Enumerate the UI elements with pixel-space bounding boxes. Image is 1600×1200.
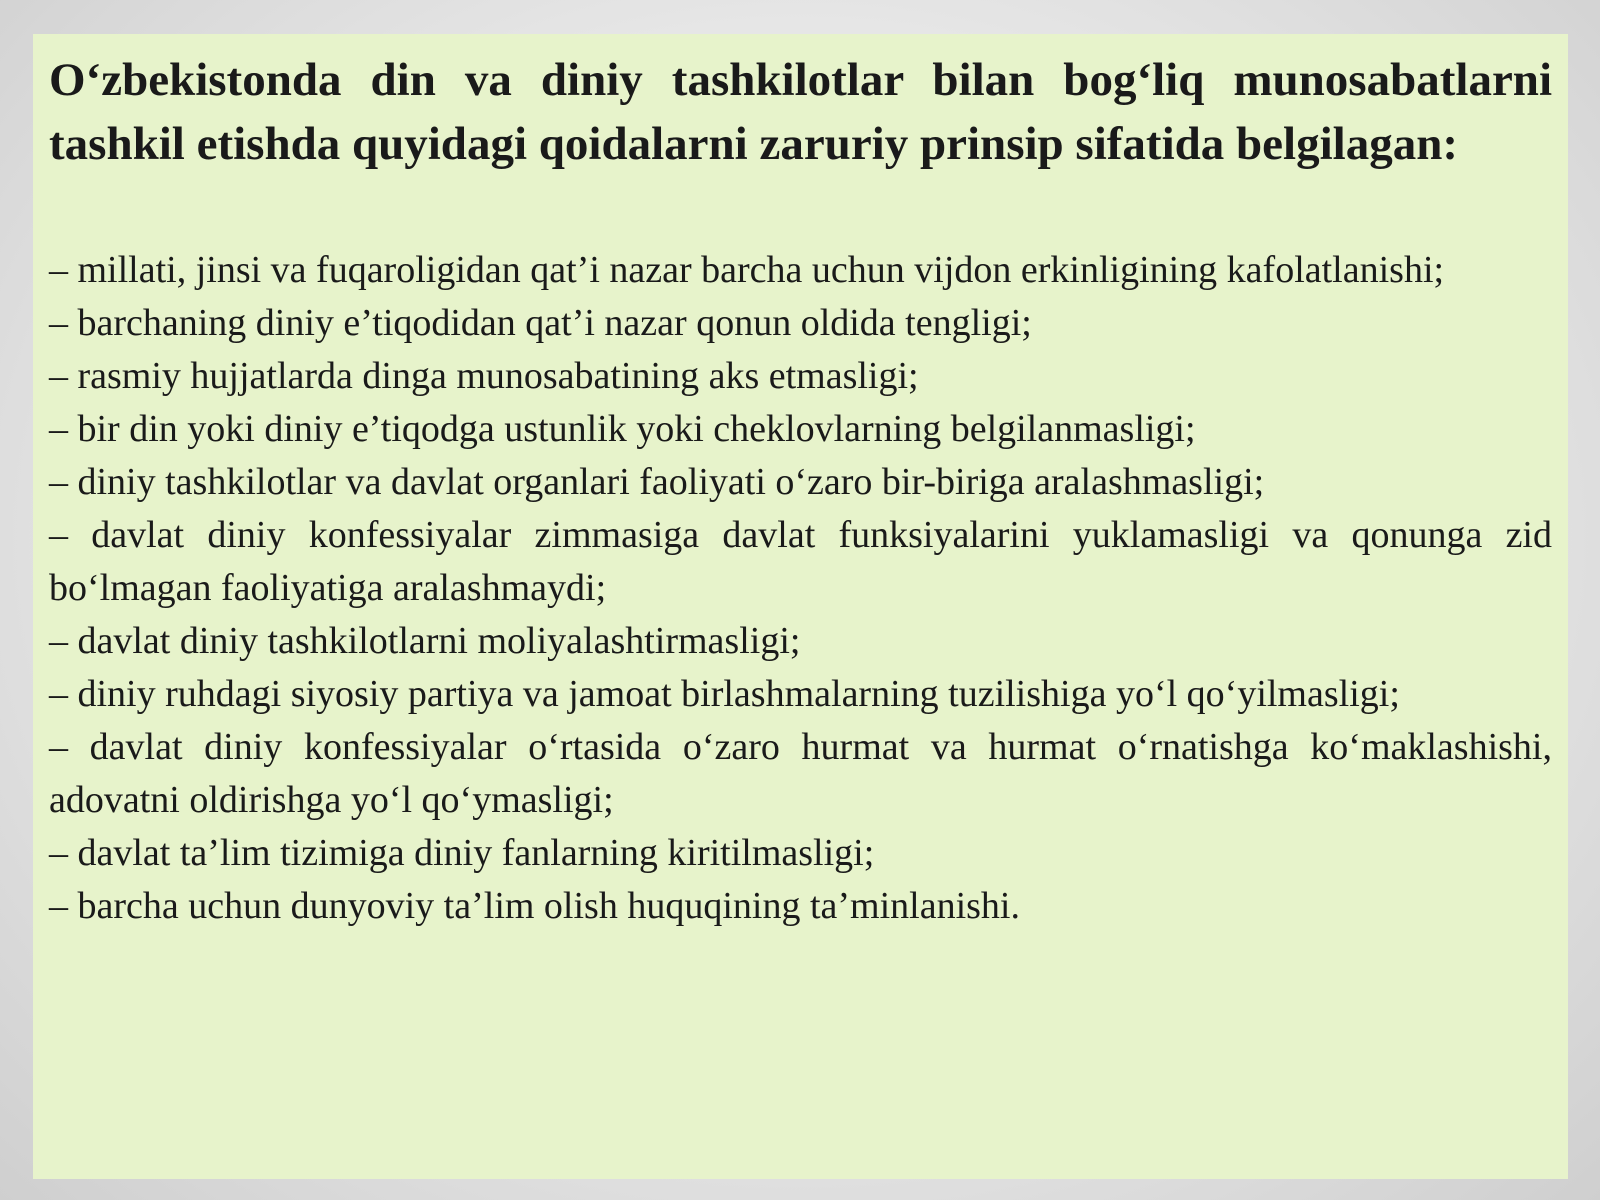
list-item: – diniy tashkilotlar va davlat organlari faoliyati o‘zaro bir-biriga aralashmasligi; [49, 461, 1265, 503]
list-item: – millati, jinsi va fuqaroligidan qat’i nazar barcha uchun vijdon erkinligining kafolatlanishi; [49, 249, 1445, 291]
list-item: – diniy ruhdagi siyosiy partiya va jamoat birlashmalarning tuzilishiga yo‘l qo‘yilmasligi; [49, 673, 1400, 715]
list-item: – rasmiy hujjatlarda dinga munosabatining aks etmasligi; [49, 355, 919, 397]
list-item: – davlat diniy tashkilotlarni moliyalashtirmasligi; [49, 620, 801, 662]
list-item: – bir din yoki diniy e’tiqodga ustunlik yoki cheklovlarning belgilanmasligi; [49, 408, 1196, 450]
list-item: – davlat ta’lim tizimiga diniy fanlarning kiritilmasligi; [49, 832, 875, 874]
principles-list [49, 244, 1552, 933]
list-item: – barchaning diniy e’tiqodidan qat’i nazar qonun oldida tengligi; [49, 302, 1032, 344]
slide-content-panel [33, 34, 1568, 1179]
slide-heading: O‘zbekistonda din va diniy tashkilotlar bilan bog‘liq munosabatlarni tashkil etishda quyidagi qoidalarni zaruriy prinsip sifatida belgilagan: [49, 54, 1552, 170]
list-item: – davlat diniy konfessiyalar zimmasiga davlat funksiyalarini yuklamasligi va qonunga zid bo‘lmagan faoliyatiga aralashmaydi; [49, 514, 1552, 609]
list-item: – davlat diniy konfessiyalar o‘rtasida o‘zaro hurmat va hurmat o‘rnatishga ko‘maklashishi, adovatni oldirishga yo‘l qo‘ymasligi; [49, 726, 1552, 821]
list-item: – barcha uchun dunyoviy ta’lim olish huquqining ta’minlanishi. [49, 885, 1020, 927]
